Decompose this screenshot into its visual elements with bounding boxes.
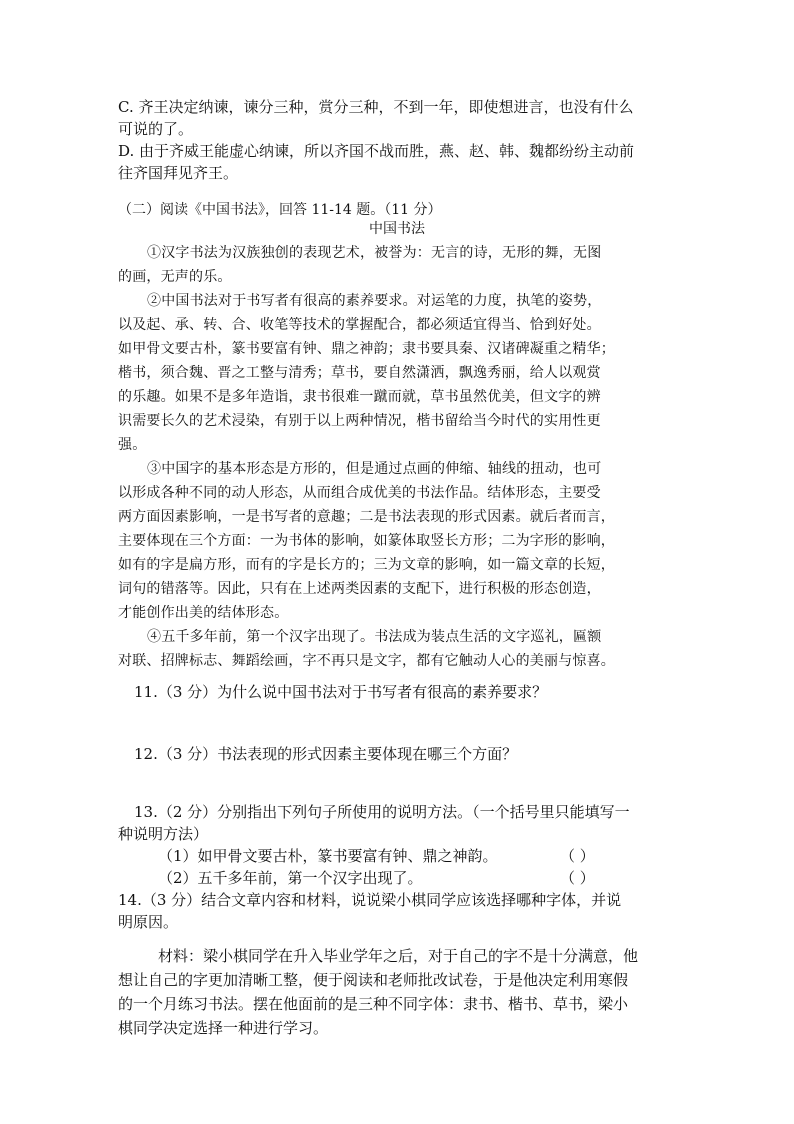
paragraph-3-line: ③中国字的基本形态是方形的，但是通过点画的伸缩、轴线的扭动，也可: [147, 461, 602, 477]
paragraph-2-line: ②中国书法对于书写者有很高的素养要求。对运笔的力度，执笔的姿势，: [147, 293, 602, 309]
material-line: 的一个月练习书法。摆在他面前的是三种不同字体：隶书、楷书、草书，梁小: [118, 995, 629, 1013]
question-14-line-2: 明原因。: [118, 913, 179, 931]
question-13-line-1: 13.（2 分）分别指出下列句子所使用的说明方法。（一个括号里只能填写一: [134, 803, 630, 821]
paragraph-2-line: 识需要长久的艺术浸染，有别于以上两种情况，楷书留给当今时代的实用性更: [118, 413, 601, 429]
article-title: 中国书法: [369, 221, 425, 237]
material-line: 棋同学决定选择一种进行学习。: [118, 1019, 329, 1037]
paragraph-3-line: 如有的字是扁方形，而有的字是长方的；三为文章的影响，如一篇文章的长短，: [118, 557, 615, 573]
paragraph-1-line: 的画，无声的乐。: [118, 269, 232, 285]
paragraph-2-line: 楷书，须合魏、晋之工整与清秀；草书，要自然潇洒，飘逸秀丽，给人以观赏: [118, 365, 601, 381]
option-d-line-2: 往齐国拜见齐王。: [118, 164, 239, 182]
option-c-line-1: C. 齐王决定纳谏，谏分三种，赏分三种，不到一年，即使想进言，也没有什么: [118, 98, 634, 116]
option-c-line-2: 可说的了。: [118, 120, 194, 138]
paragraph-3-line: 主要体现在三个方面：一为书体的影响，如篆体取竖长方形；二为字形的影响，: [118, 533, 615, 549]
answer-blank-1[interactable]: （ ）: [560, 847, 595, 865]
question-13-item-1: （1）如甲骨文要古朴，篆书要富有钟、鼎之神韵。: [158, 847, 498, 865]
paragraph-2-line: 以及起、承、转、合、收笔等技术的掌握配合，都必须适宜得当、恰到好处。: [118, 317, 601, 333]
answer-blank-2[interactable]: （ ）: [560, 869, 595, 887]
paragraph-4-line: ④五千多年前，第一个汉字出现了。书法成为装点生活的文字巡礼，匾额: [147, 629, 602, 645]
paragraph-1-line: ①汉字书法为汉族独创的表现艺术，被誉为：无言的诗，无形的舞，无图: [147, 245, 602, 261]
section-heading: （二）阅读《中国书法》，回答 11-14 题。（11 分）: [118, 202, 442, 218]
question-14-line-1: 14.（3 分）结合文章内容和材料，说说梁小棋同学应该选择哪种字体，并说: [118, 891, 622, 909]
paragraph-4-line: 对联、招牌标志、舞蹈绘画，字不再只是文字，都有它触动人心的美丽与惊喜。: [118, 653, 615, 669]
question-13-item-2: （2）五千多年前，第一个汉字出现了。: [158, 869, 423, 887]
paragraph-2-line: 如甲骨文要古朴，篆书要富有钟、鼎之神韵；隶书要具秦、汉诸碑凝重之精华；: [118, 341, 615, 357]
option-d-line-1: D. 由于齐威王能虚心纳谏，所以齐国不战而胜，燕、赵、韩、魏都纷纷主动前: [118, 142, 635, 160]
material-line: 想让自己的字更加清晰工整，便于阅读和老师批改试卷，于是他决定利用寒假: [118, 971, 629, 989]
question-12: 12.（3 分）书法表现的形式因素主要体现在哪三个方面？: [134, 745, 518, 763]
material-line: 材料：梁小棋同学在升入毕业学年之后，对于自己的字不是十分满意，他: [158, 947, 639, 965]
paragraph-3-line: 词句的错落等。因此，只有在上述两类因素的支配下，进行积极的形态创造，: [118, 581, 601, 597]
paragraph-3-line: 两方面因素影响，一是书写者的意趣；二是书法表现的形式因素。就后者而言，: [118, 509, 615, 525]
question-13-line-2: 种说明方法）: [118, 825, 209, 843]
paragraph-2-line: 强。: [118, 437, 147, 453]
paragraph-2-line: 的乐趣。如果不是多年造诣，隶书很难一蹴而就，草书虽然优美，但文字的辨: [118, 389, 601, 405]
paragraph-3-line: 才能创作出美的结体形态。: [118, 605, 289, 621]
paragraph-3-line: 以形成各种不同的动人形态，从而组合成优美的书法作品。结体形态，主要受: [118, 485, 601, 501]
question-11: 11.（3 分）为什么说中国书法对于书写者有很高的素养要求？: [134, 683, 548, 701]
